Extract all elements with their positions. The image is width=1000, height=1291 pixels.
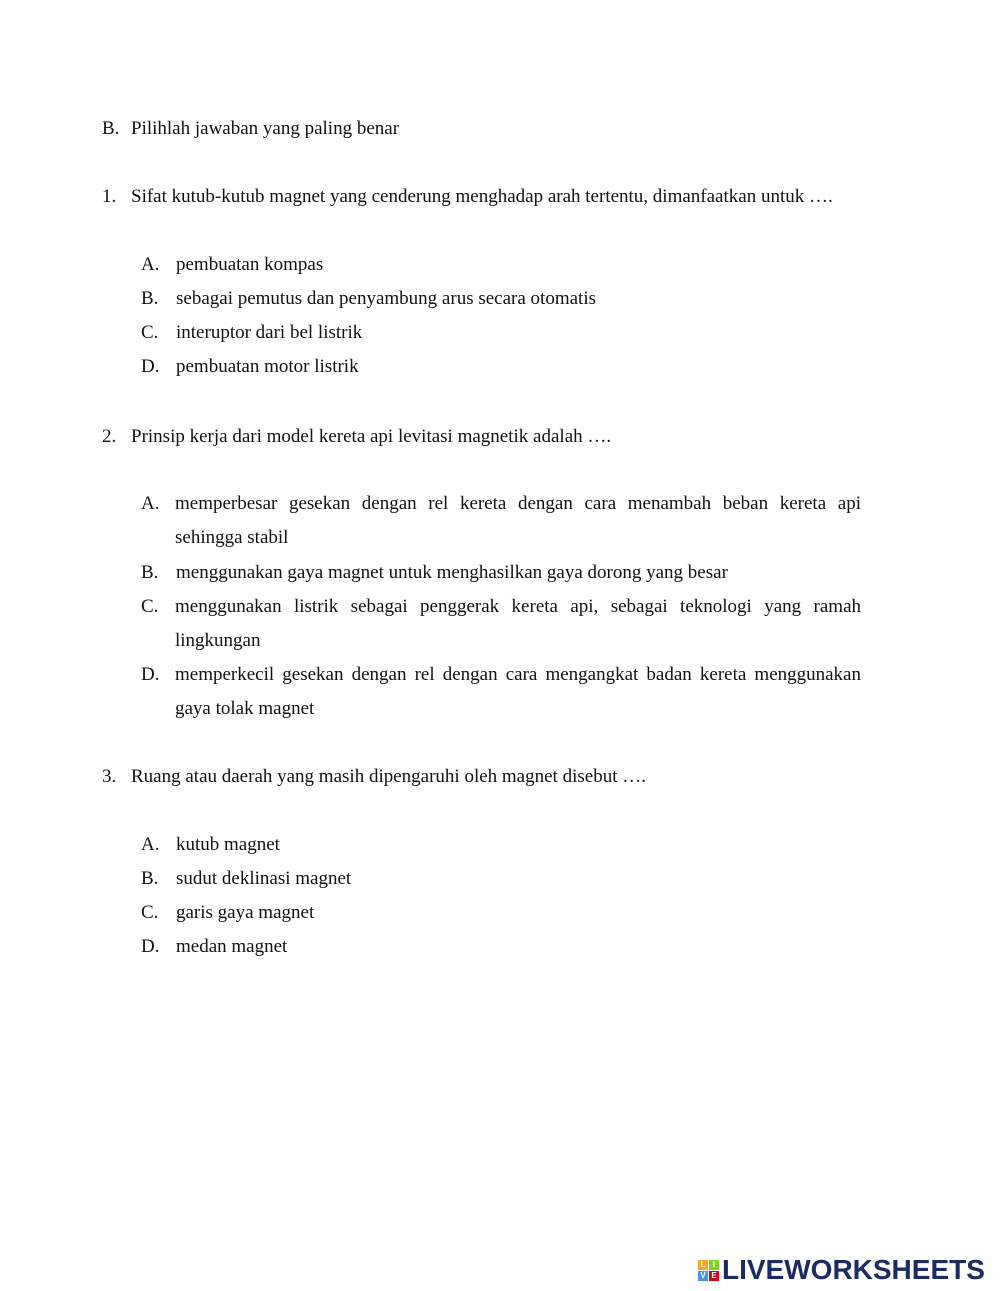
logo-grid-cell: V <box>698 1271 708 1281</box>
option-letter: D. <box>141 936 160 957</box>
option-text[interactable]: kutub magnet <box>176 834 280 855</box>
option-text[interactable]: medan magnet <box>176 936 288 957</box>
option-text[interactable]: interuptor dari bel listrik <box>176 322 363 343</box>
section-letter: B. <box>102 118 120 139</box>
option-letter: A. <box>141 834 160 855</box>
option-text[interactable]: sudut deklinasi magnet <box>176 868 352 889</box>
logo-icon <box>698 1260 719 1281</box>
logo-text: LIVEWORKSHEETS <box>722 1254 985 1285</box>
option-letter: D. <box>141 664 160 685</box>
option-text[interactable]: pembuatan kompas <box>176 254 324 275</box>
question-number: 3. <box>102 766 117 787</box>
option-letter: A. <box>141 493 160 514</box>
question-text: Ruang atau daerah yang masih dipengaruhi oleh magnet disebut …. <box>131 766 646 787</box>
option-text[interactable]: garis gaya magnet <box>176 902 315 923</box>
option-letter: C. <box>141 322 159 343</box>
option-text[interactable]: memperkecil gesekan dengan rel dengan cara mengangkat badan kereta menggunakan gaya tolak magnet <box>175 664 861 719</box>
logo-grid-cell: L <box>698 1260 708 1270</box>
option-letter: C. <box>141 902 159 923</box>
option-text[interactable]: menggunakan listrik sebagai penggerak kereta api, sebagai teknologi yang ramah lingkungan <box>175 596 861 651</box>
logo-grid-cell: E <box>709 1271 719 1281</box>
option-text[interactable]: menggunakan gaya magnet untuk menghasilkan gaya dorong yang besar <box>176 562 728 583</box>
logo-grid-cell: I <box>709 1260 719 1270</box>
question-number: 2. <box>102 426 117 447</box>
liveworksheets-logo <box>698 1255 985 1285</box>
option-letter: A. <box>141 254 160 275</box>
question-text: Prinsip kerja dari model kereta api levitasi magnetik adalah …. <box>131 426 612 447</box>
question-text: Sifat kutub-kutub magnet yang cenderung menghadap arah tertentu, dimanfaatkan untuk …. <box>131 186 833 207</box>
option-letter: C. <box>141 596 159 617</box>
option-letter: B. <box>141 868 159 889</box>
section-title: Pilihlah jawaban yang paling benar <box>131 118 400 139</box>
question-number: 1. <box>102 186 117 207</box>
option-letter: D. <box>141 356 160 377</box>
option-text[interactable]: memperbesar gesekan dengan rel kereta dengan cara menambah beban kereta api sehingga stabil <box>175 493 861 548</box>
option-text[interactable]: sebagai pemutus dan penyambung arus secara otomatis <box>176 288 596 309</box>
option-letter: B. <box>141 562 159 583</box>
option-text[interactable]: pembuatan motor listrik <box>176 356 359 377</box>
option-letter: B. <box>141 288 159 309</box>
